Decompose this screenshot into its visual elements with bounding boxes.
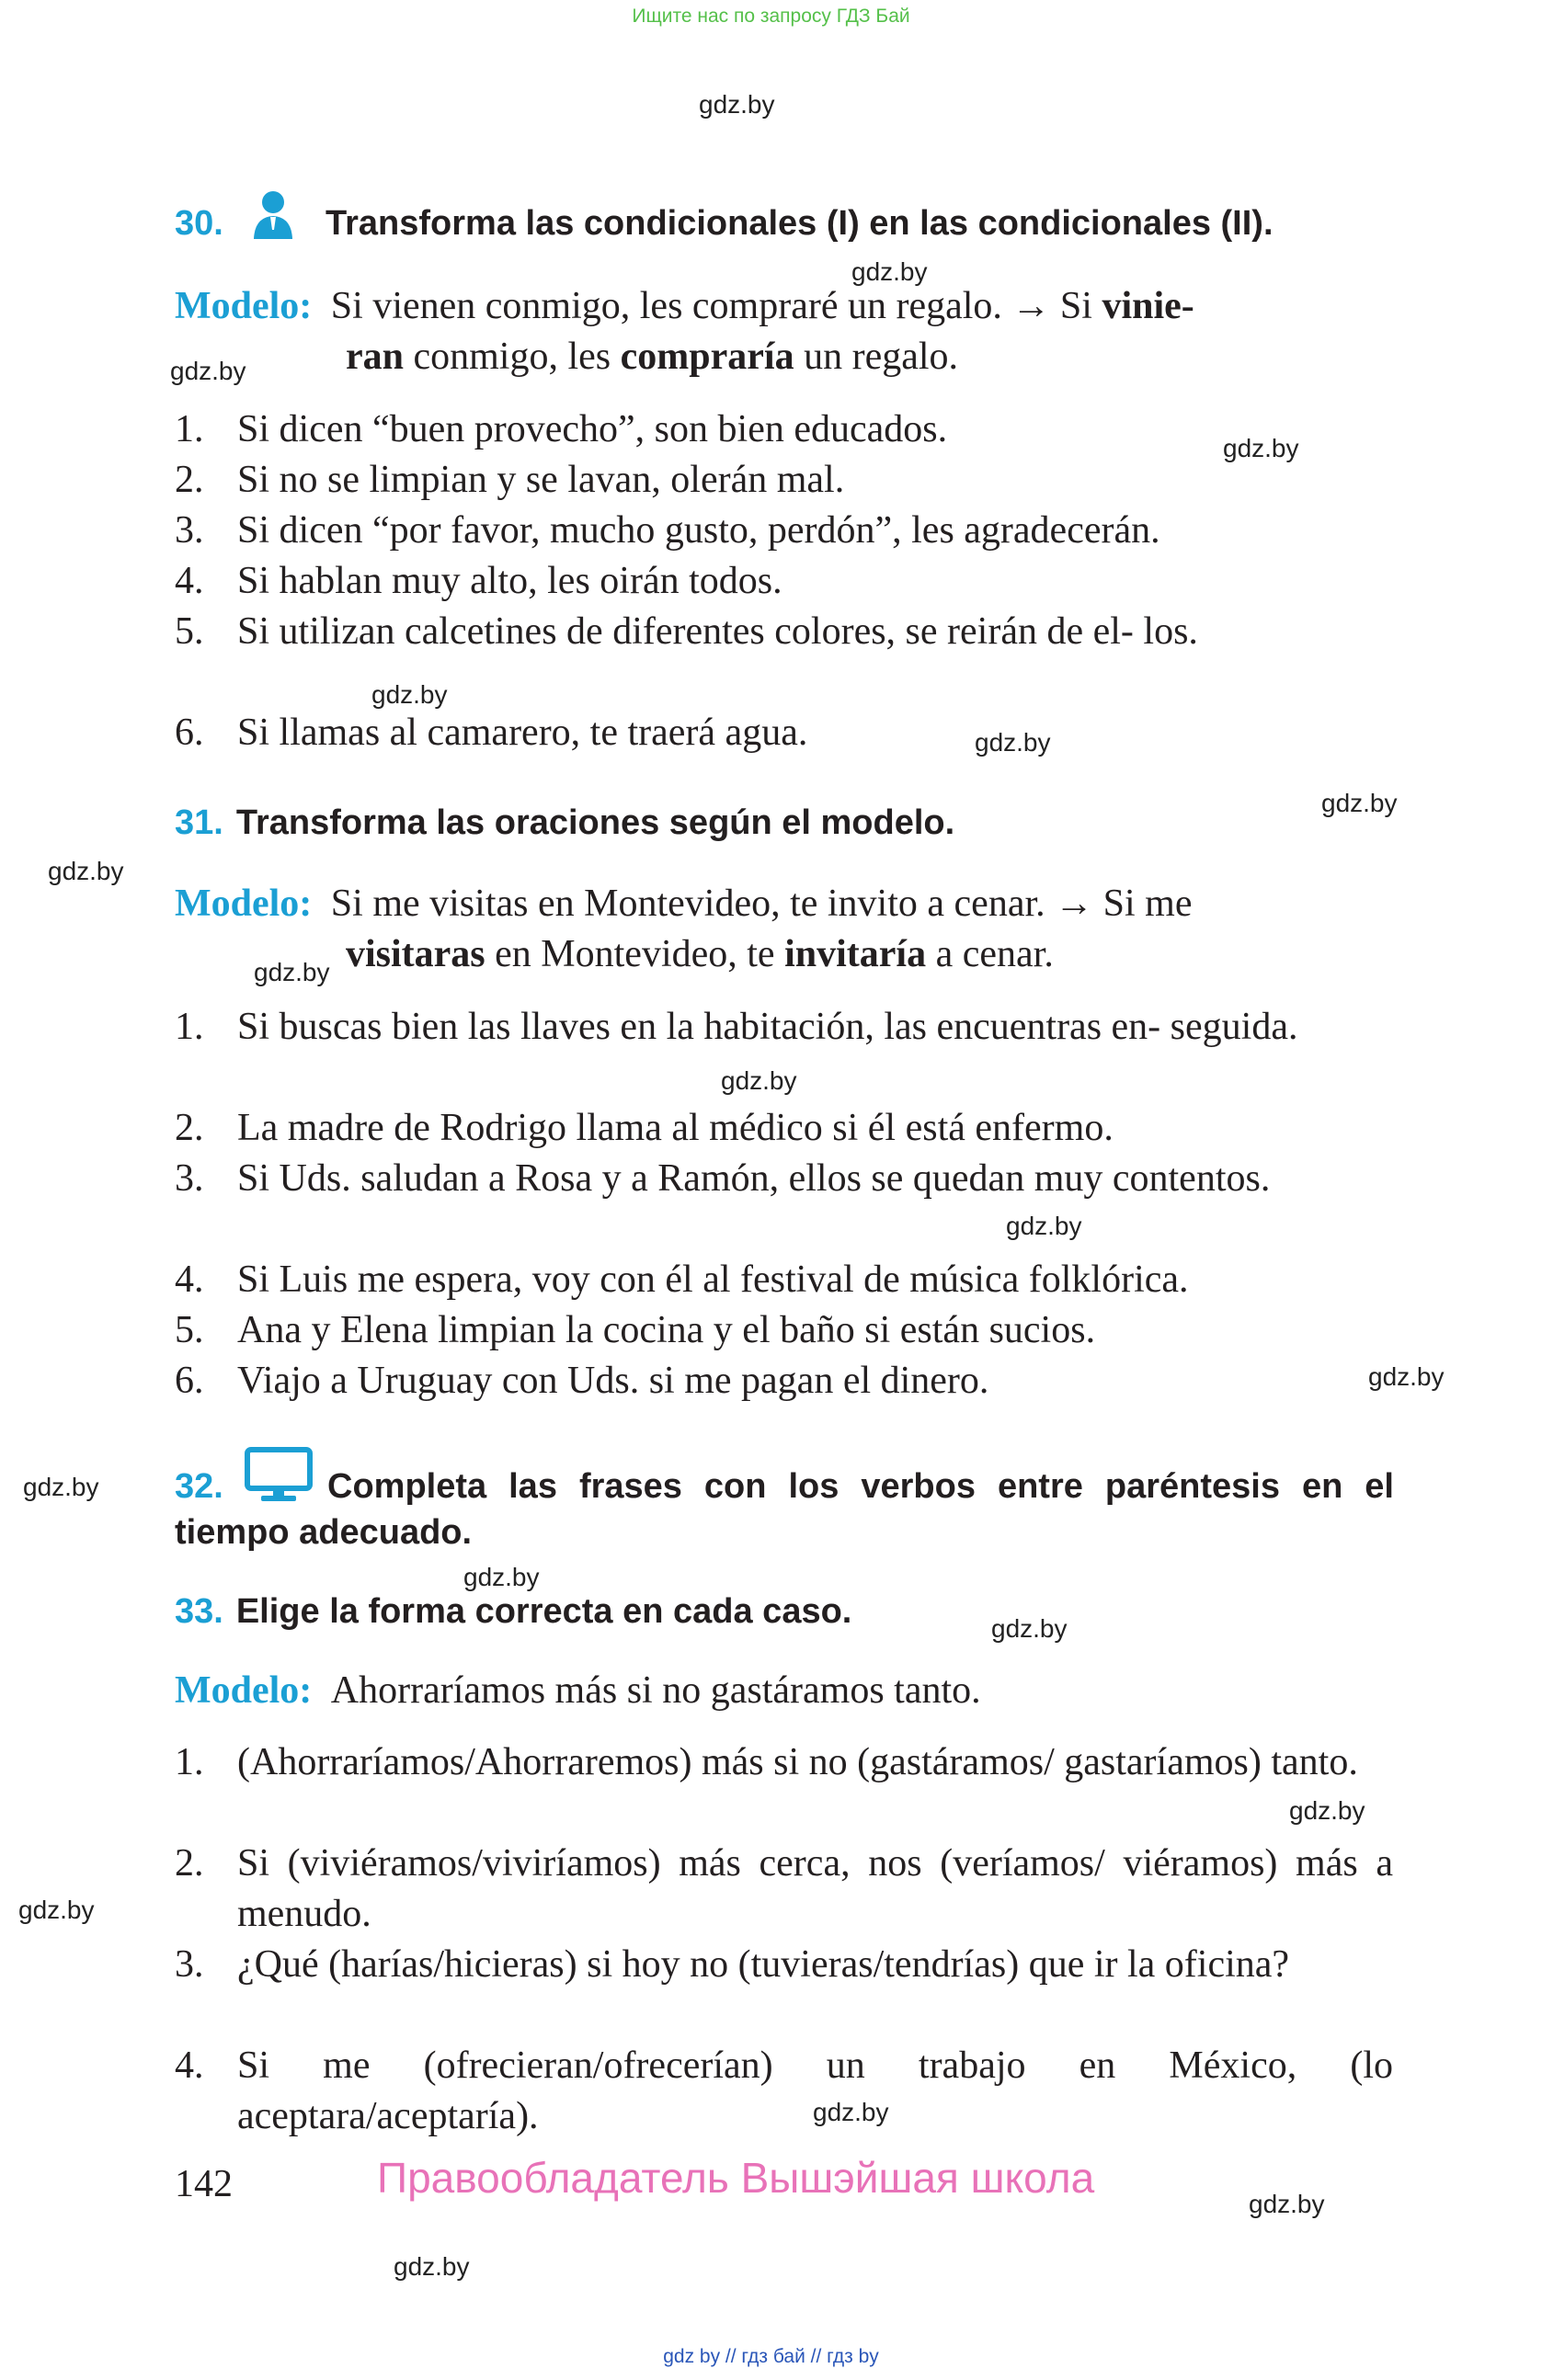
item-number: 5.	[175, 1309, 204, 1351]
item-number: 3.	[175, 1157, 204, 1200]
watermark: gdz.by	[851, 257, 928, 286]
watermark: gdz.by	[18, 1896, 95, 1924]
watermark: gdz.by	[975, 728, 1051, 757]
item-text: Si me (ofrecieran/ofrecerían) un trabajo en México, (lo aceptara/aceptaría).	[237, 2044, 1393, 2137]
list-item	[175, 1255, 1393, 1305]
item-text: Si Uds. saludan a Rosa y a Ramón, ellos se quedan muy contentos.	[237, 1157, 1271, 1200]
watermark: gdz.by	[813, 2098, 889, 2126]
modelo-line	[346, 332, 958, 382]
page-number: 142	[175, 2163, 233, 2205]
modelo-text: un regalo.	[794, 336, 959, 378]
watermark: gdz.by	[1223, 434, 1299, 462]
list-item	[175, 1154, 1393, 1204]
item-text: Si (viviéramos/viviríamos) más cerca, nos (veríamos/ viéramos) más a menudo.	[237, 1842, 1393, 1935]
watermark: gdz.by	[23, 1473, 99, 1501]
modelo-text: en Montevideo, te	[485, 933, 785, 975]
exercise-title: tiempo adecuado.	[175, 1513, 473, 1552]
watermark: gdz.by	[1006, 1212, 1082, 1240]
watermark: gdz.by	[48, 857, 124, 885]
watermark: gdz.by	[1321, 789, 1398, 817]
watermark: gdz.by	[991, 1614, 1068, 1643]
item-number: 5.	[175, 610, 204, 653]
exercise-title: Elige la forma correcta en cada caso.	[235, 1592, 852, 1631]
watermark: gdz.by	[1289, 1796, 1365, 1825]
exercise-title: Transforma las oraciones según el modelo.	[235, 803, 955, 842]
item-number: 3.	[175, 509, 204, 552]
item-text: Si dicen “por favor, mucho gusto, perdón”, les agradecerán.	[237, 509, 1160, 552]
exercise-number: 33.	[175, 1592, 223, 1631]
list-item	[175, 2041, 1393, 2142]
modelo-text: a cenar.	[926, 933, 1054, 975]
modelo-text: Ahorraríamos más si no gastáramos tanto.	[330, 1669, 981, 1712]
list-item	[175, 506, 1393, 556]
item-text: Si utilizan calcetines de diferentes colores, se reirán de el- los.	[237, 610, 1198, 653]
exercise-number: 30.	[175, 204, 223, 243]
modelo-bold: ran	[346, 336, 404, 378]
exercise-number: 31.	[175, 803, 223, 842]
watermark: gdz.by	[699, 90, 775, 119]
item-text: Si buscas bien las llaves en la habitación, las encuentras en- seguida.	[237, 1006, 1298, 1048]
watermark: gdz.by	[721, 1066, 797, 1095]
item-text: ¿Qué (harías/hicieras) si hoy no (tuvieras/tendrías) que ir la oficina?	[237, 1943, 1290, 1986]
item-number: 4.	[175, 2044, 204, 2087]
list-item	[175, 455, 1393, 506]
exercise-number: 32.	[175, 1467, 223, 1506]
modelo-label: Modelo:	[175, 883, 313, 925]
item-number: 2.	[175, 1842, 204, 1885]
item-text: Ana y Elena limpian la cocina y el baño si están sucios.	[237, 1309, 1096, 1351]
list-item	[175, 1305, 1393, 1356]
item-number: 6.	[175, 712, 204, 754]
item-number: 1.	[175, 1006, 204, 1048]
person-icon	[252, 189, 294, 244]
exercise-title: Transforma las condicionales (I) en las condicionales (II).	[326, 204, 1274, 243]
item-number: 4.	[175, 560, 204, 602]
list-item	[175, 1940, 1393, 1990]
modelo-line	[175, 281, 1194, 332]
modelo-label: Modelo:	[175, 1669, 313, 1712]
list-item	[175, 1839, 1393, 1940]
watermark: gdz.by	[1368, 1362, 1445, 1391]
watermark: gdz.by	[1249, 2190, 1325, 2218]
item-number: 6.	[175, 1360, 204, 1402]
watermark: gdz.by	[170, 357, 246, 385]
modelo-line	[175, 1666, 981, 1716]
item-number: 4.	[175, 1258, 204, 1301]
watermark: gdz.by	[371, 680, 448, 709]
exercise-31-heading	[175, 803, 954, 843]
list-item	[175, 404, 1393, 455]
exercise-title: Completa las frases con los verbos entre paréntesis en el	[327, 1467, 1394, 1506]
item-number: 3.	[175, 1943, 204, 1986]
item-text: Si dicen “buen provecho”, son bien educados.	[237, 408, 948, 450]
list-item	[175, 556, 1393, 607]
modelo-bold: compraría	[620, 336, 794, 378]
modelo-bold: vinie-	[1102, 285, 1194, 327]
item-number: 1.	[175, 408, 204, 450]
item-text: Si no se limpian y se lavan, olerán mal.	[237, 459, 845, 501]
item-text: Viajo a Uruguay con Uds. si me pagan el dinero.	[237, 1360, 989, 1402]
list-item	[175, 1103, 1393, 1154]
exercise-33-heading	[175, 1592, 851, 1632]
item-text: Si llamas al camarero, te traerá agua.	[237, 712, 808, 754]
exercise-30-heading	[175, 204, 236, 244]
watermark: gdz.by	[394, 2252, 470, 2281]
modelo-text: Si vienen conmigo, les compraré un regalo. → Si	[330, 285, 1102, 327]
modelo-text: conmigo, les	[404, 336, 621, 378]
copyright-owner: Правообладатель Вышэйшая школа	[377, 2154, 1095, 2202]
modelo-bold: visitaras	[346, 933, 485, 975]
modelo-text: Si me visitas en Montevideo, te invito a cenar. → Si me	[330, 883, 1193, 925]
top-banner: Ищите нас по запросу ГДЗ Бай	[632, 6, 910, 27]
modelo-bold: invitaría	[784, 933, 927, 975]
exercise-32-heading	[175, 1467, 236, 1507]
watermark: gdz.by	[463, 1563, 540, 1591]
item-text: Si Luis me espera, voy con él al festival de música folklórica.	[237, 1258, 1189, 1301]
modelo-label: Modelo:	[175, 285, 313, 327]
item-number: 2.	[175, 459, 204, 501]
item-text: Si hablan muy alto, les oirán todos.	[237, 560, 782, 602]
list-item	[175, 1356, 1393, 1406]
watermark: gdz.by	[254, 958, 330, 986]
bottom-links[interactable]: gdz by // гдз бай // гдз by	[663, 2346, 879, 2367]
item-text: (Ahorraríamos/Ahorraremos) más si no (gastáramos/ gastaríamos) tanto.	[237, 1741, 1358, 1783]
item-number: 1.	[175, 1741, 204, 1783]
list-item	[175, 1002, 1393, 1053]
item-text: La madre de Rodrigo llama al médico si él está enfermo.	[237, 1107, 1114, 1149]
modelo-line	[346, 929, 1054, 980]
list-item	[175, 1737, 1393, 1788]
modelo-line	[175, 879, 1192, 929]
list-item	[175, 708, 1393, 758]
item-number: 2.	[175, 1107, 204, 1149]
list-item	[175, 607, 1393, 657]
monitor-icon	[245, 1447, 313, 1507]
